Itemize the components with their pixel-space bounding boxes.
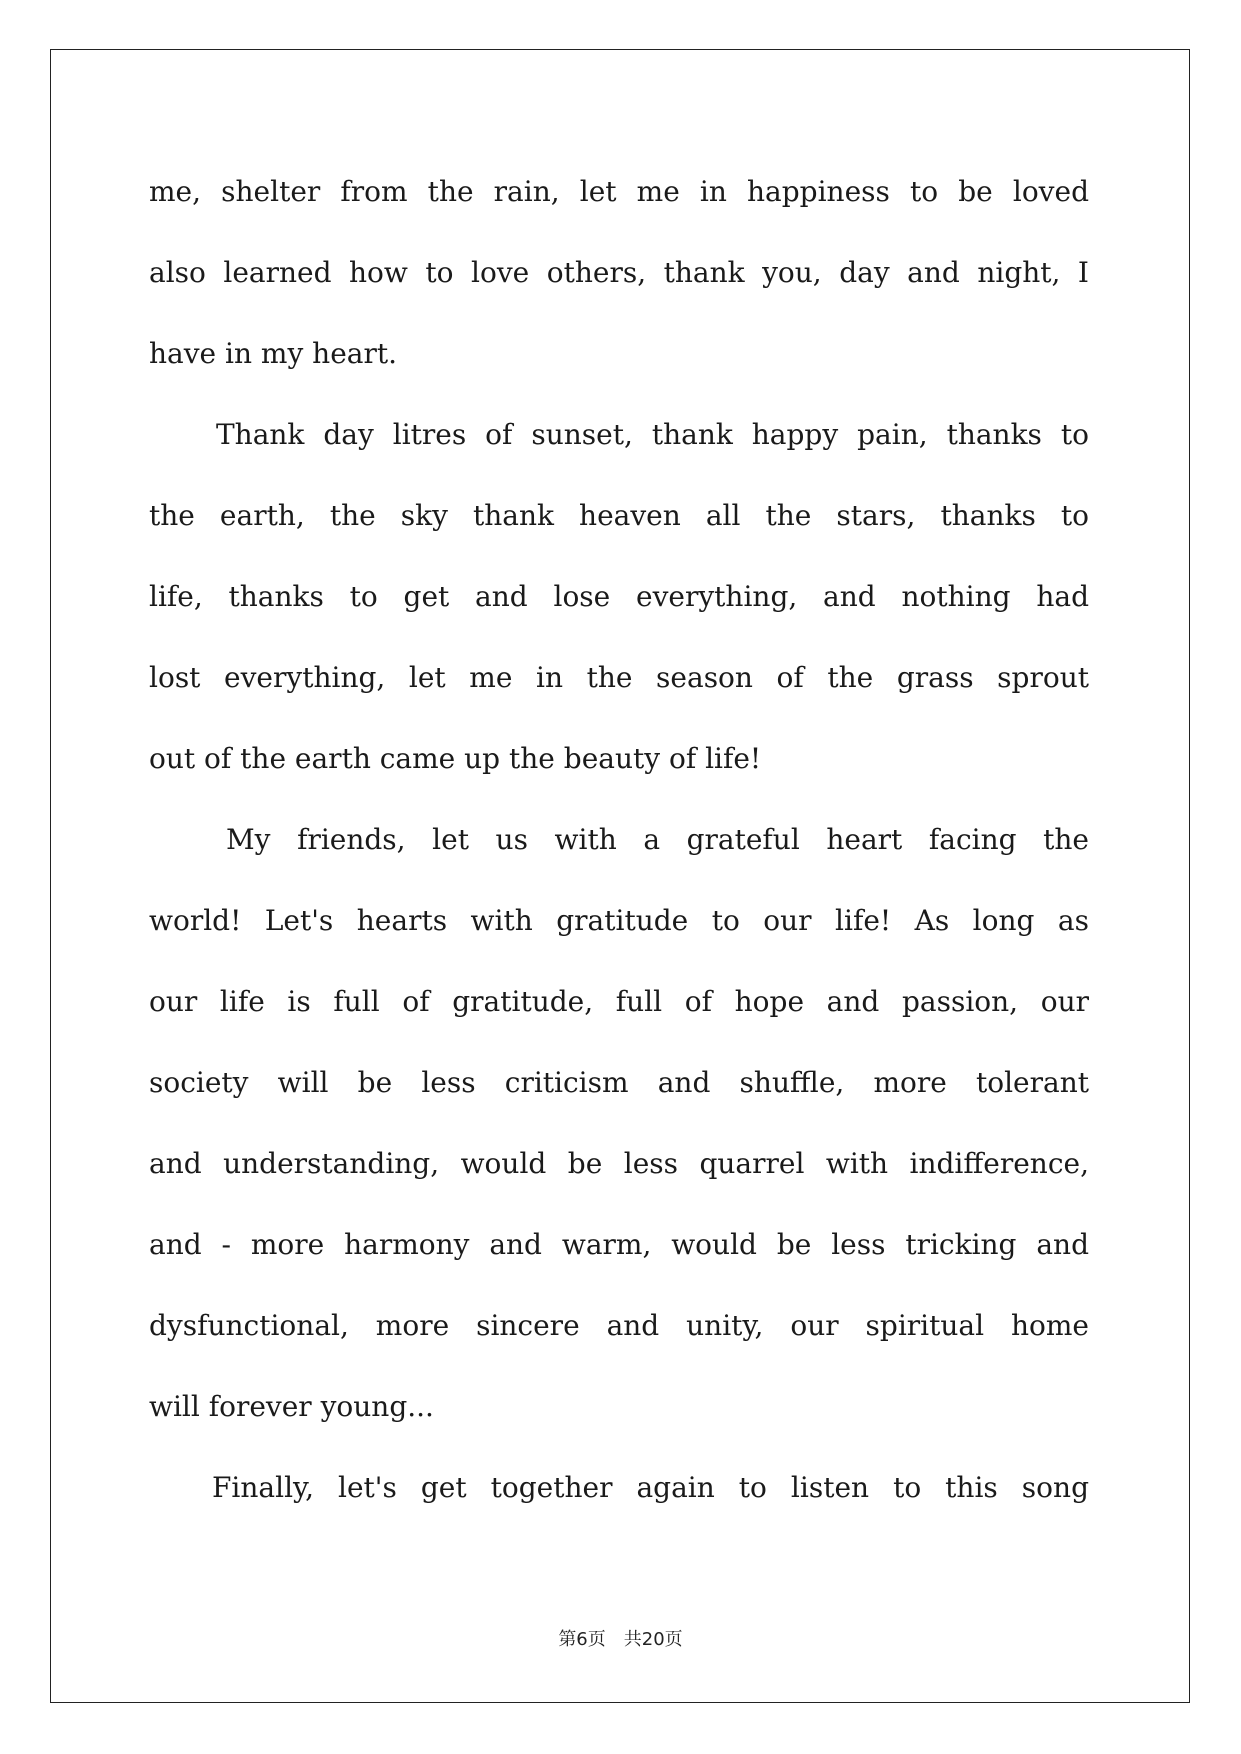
text-line: our life is full of gratitude, full of hope and passion, our xyxy=(149,985,1089,1018)
page-border xyxy=(50,49,1190,1703)
paragraph-first-line: Finally, let's get together again to listen to this song xyxy=(212,1471,1089,1504)
paragraph-first-line: My friends, let us with a grateful heart facing the xyxy=(226,823,1089,856)
text-line: and understanding, would be less quarrel with indifference, xyxy=(149,1147,1089,1180)
text-line: society will be less criticism and shuffle, more tolerant xyxy=(149,1066,1089,1099)
text-line: life, thanks to get and lose everything, and nothing had xyxy=(149,580,1089,613)
text-line: world! Let's hearts with gratitude to our life! As long as xyxy=(149,904,1089,937)
text-line: out of the earth came up the beauty of life! xyxy=(149,742,762,775)
text-line: me, shelter from the rain, let me in happiness to be loved xyxy=(149,175,1089,208)
page-number-footer: 第6页 共20页 xyxy=(558,1629,683,1650)
text-line: dysfunctional, more sincere and unity, our spiritual home xyxy=(149,1309,1089,1342)
text-line: the earth, the sky thank heaven all the stars, thanks to xyxy=(149,499,1089,532)
text-line: will forever young... xyxy=(149,1390,434,1423)
text-line: have in my heart. xyxy=(149,337,398,370)
paragraph-first-line: Thank day litres of sunset, thank happy pain, thanks to xyxy=(216,418,1089,451)
text-line: lost everything, let me in the season of the grass sprout xyxy=(149,661,1089,694)
text-line: also learned how to love others, thank you, day and night, I xyxy=(149,256,1089,289)
text-line: and - more harmony and warm, would be less tricking and xyxy=(149,1228,1089,1261)
